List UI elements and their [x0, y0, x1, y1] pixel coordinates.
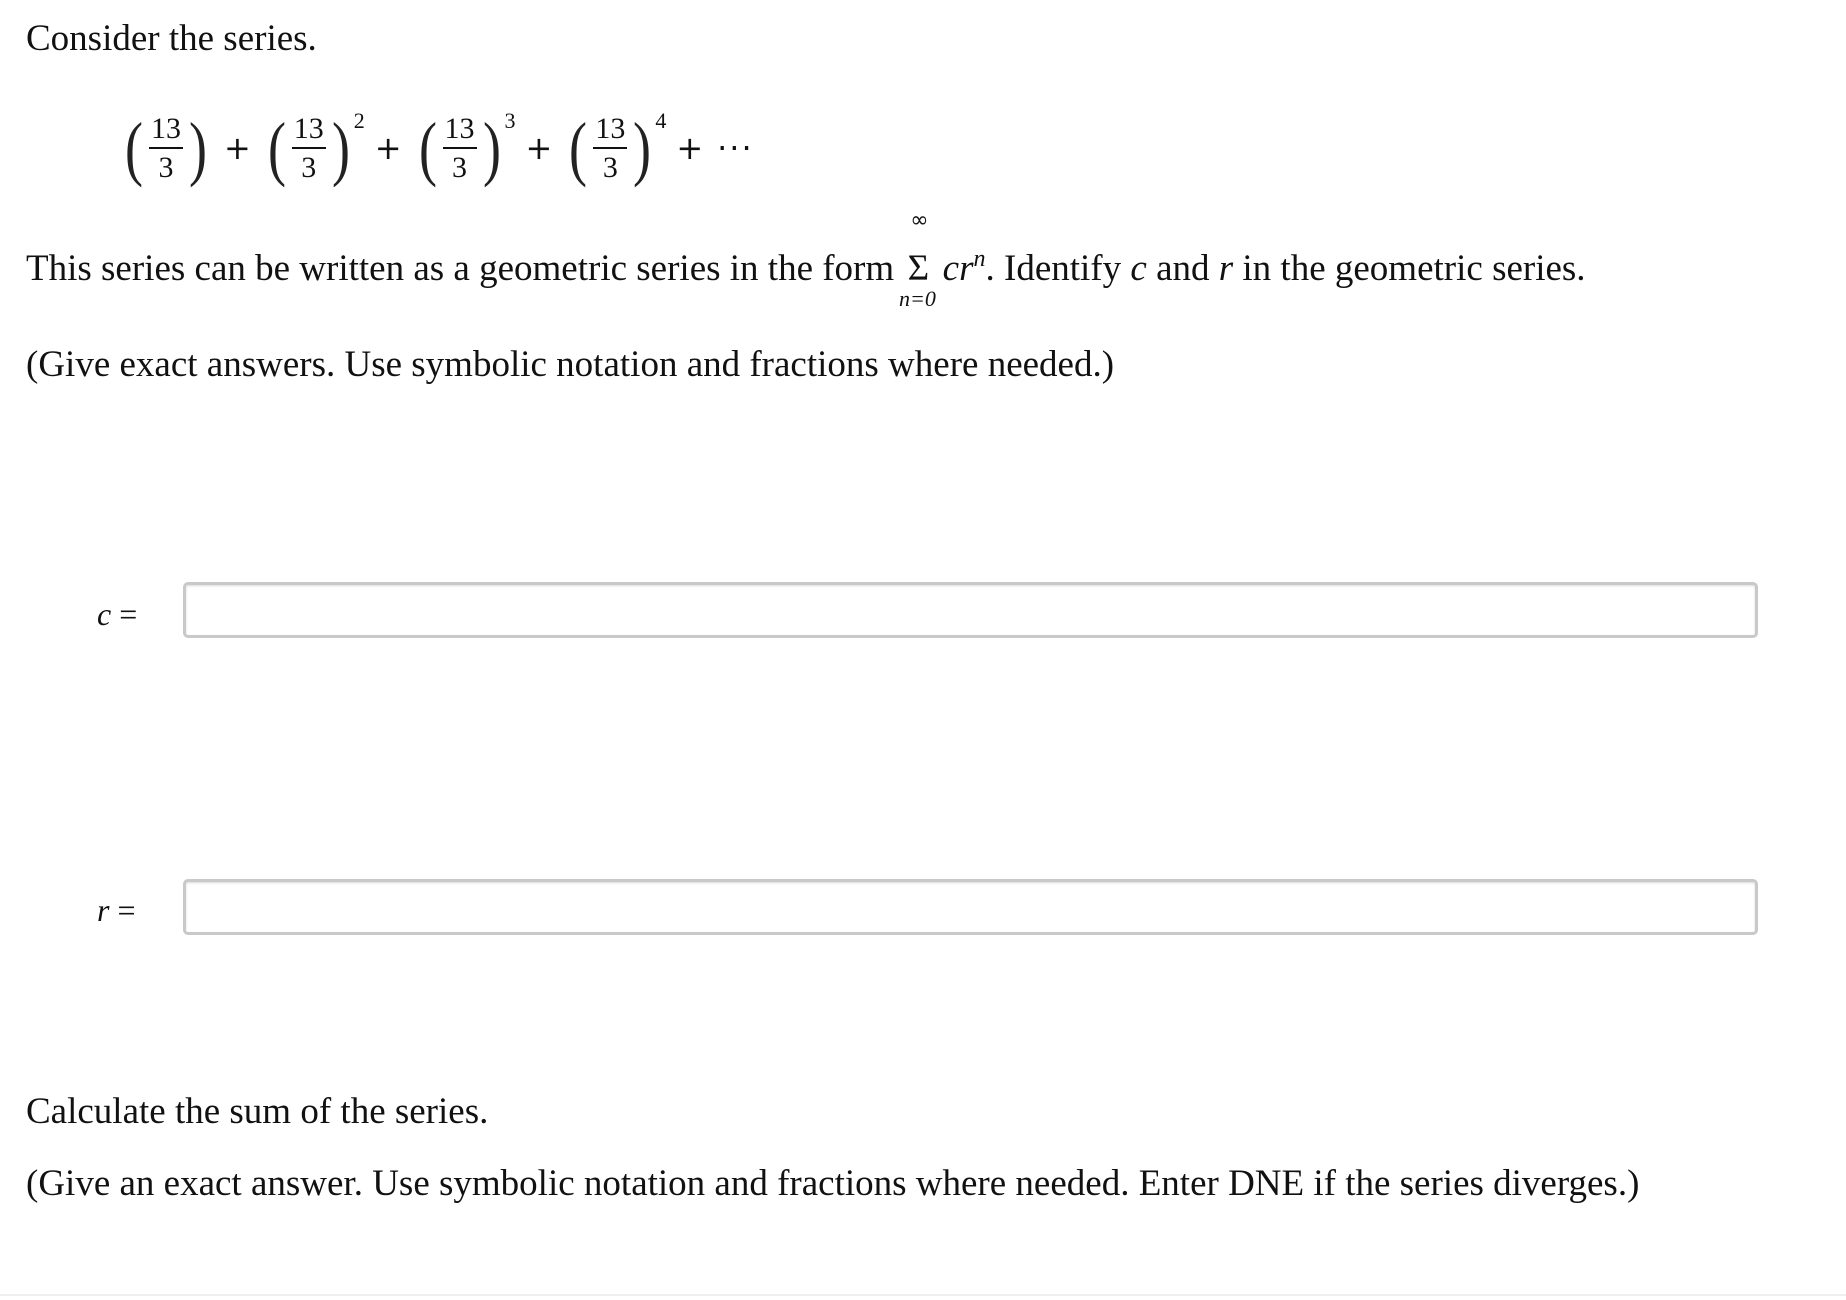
sum-prompt: Calculate the sum of the series.	[26, 1091, 489, 1132]
instructions-exact-answers: (Give exact answers. Use symbolic notation and fractions where needed.)	[26, 344, 1115, 385]
general-term: cr	[942, 248, 974, 289]
plus-operator: +	[676, 129, 704, 167]
exponent: 4	[655, 108, 667, 133]
series-term-3: ( $\frac{13}{3}$ ) 3	[418, 108, 516, 188]
fraction: $\frac{13}{3}$	[150, 111, 181, 184]
r-label: r =	[97, 892, 136, 928]
series-expression	[122, 104, 754, 192]
plus-operator: +	[374, 129, 402, 167]
plus-operator: +	[525, 129, 553, 167]
r-answer-input[interactable]	[183, 879, 1758, 935]
exponent: 3	[504, 108, 516, 133]
geometric-prompt: This series can be written as a geometric series in the form ∞ Σ n=0 $cr^n$. Identify c and r in the geometric series.	[26, 208, 1586, 311]
ellipsis: ···	[717, 129, 754, 167]
plus-operator: +	[223, 129, 251, 167]
series-term-2: ( $\frac{13}{3}$ ) 2	[267, 108, 365, 188]
instructions-sum: (Give an exact answer. Use symbolic notation and fractions where needed. Enter DNE if the series diverges.)	[26, 1163, 1640, 1204]
sum-lower-limit: n=0	[898, 286, 936, 311]
general-term-exponent: n	[973, 246, 986, 272]
fraction: $\frac{13}{3}$	[595, 111, 626, 184]
sigma-symbol: Σ	[907, 248, 930, 289]
intro-text: Consider the series.	[26, 18, 317, 59]
c-label: c =	[97, 596, 138, 632]
sum-upper-limit: ∞	[910, 208, 929, 233]
series-term-1: ( $\frac{13}{3}$ )	[124, 108, 207, 188]
c-answer-input[interactable]	[183, 582, 1758, 638]
fraction: $\frac{13}{3}$	[293, 111, 324, 184]
exponent: 2	[353, 108, 365, 133]
summation	[898, 208, 936, 311]
series-term-4: ( $\frac{13}{3}$ ) 4	[569, 108, 667, 188]
divider	[0, 1294, 1846, 1296]
fraction: $\frac{13}{3}$	[444, 111, 475, 184]
